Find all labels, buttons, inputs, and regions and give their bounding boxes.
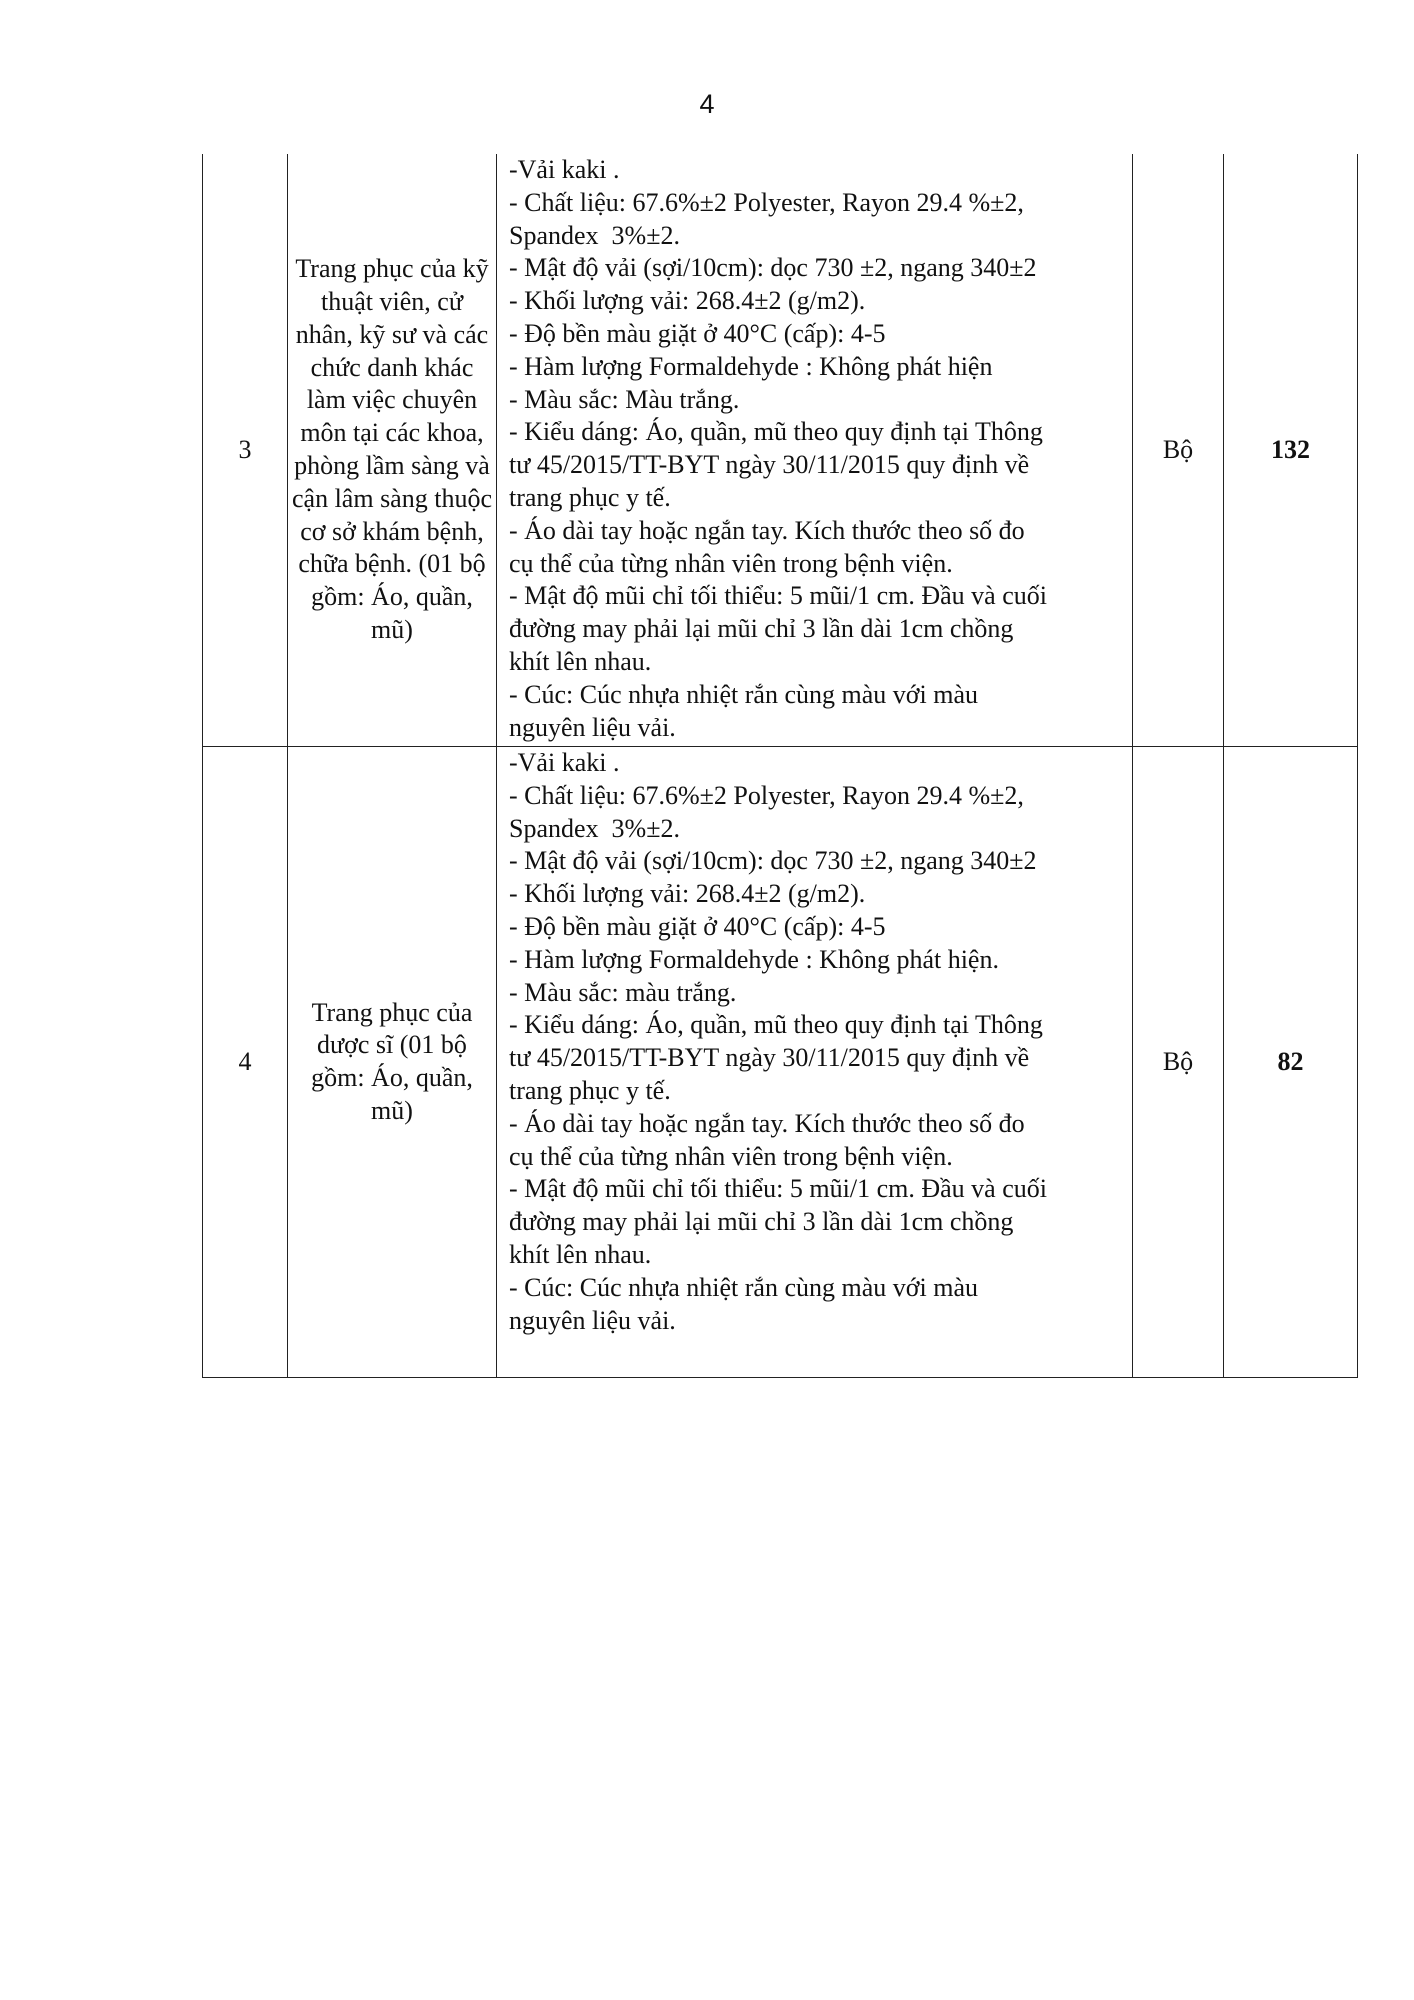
spec-line: - Chất liệu: 67.6%±2 Polyester, Rayon 29.4 %±2, [509, 780, 1024, 810]
spec-line: cụ thể của từng nhân viên trong bệnh viện. [509, 1141, 953, 1171]
spec-line: nguyên liệu vải. [509, 712, 676, 742]
table-row [203, 154, 1358, 747]
spec-line: - Mật độ mũi chỉ tối thiểu: 5 mũi/1 cm. Đầu và cuối [509, 581, 1047, 611]
item-unit: Bộ [1133, 747, 1224, 1378]
spec-line: khít lên nhau. [509, 1239, 652, 1269]
spec-line: Spandex 3%±2. [509, 220, 680, 250]
spec-line: - Hàm lượng Formaldehyde : Không phát hiện. [509, 944, 999, 974]
spec-line: -Vải kaki . [509, 748, 620, 777]
spec-line: - Độ bền màu giặt ở 40°C (cấp): 4-5 [509, 911, 886, 941]
spec-line: - Kiểu dáng: Áo, quần, mũ theo quy định tại Thông [509, 417, 1043, 447]
spec-line: - Mật độ vải (sợi/10cm): dọc 730 ±2, ngang 340±2 [509, 253, 1037, 283]
spec-line: trang phục y tế. [509, 482, 671, 512]
page-number: 4 [699, 89, 715, 119]
item-specification [497, 154, 1133, 747]
spec-line: - Mật độ mũi chỉ tối thiểu: 5 mũi/1 cm. Đầu và cuối [509, 1174, 1047, 1204]
spec-line: - Hàm lượng Formaldehyde : Không phát hiện [509, 351, 993, 381]
spec-line: đường may phải lại mũi chỉ 3 lần dài 1cm chồng [509, 1207, 1014, 1237]
spec-line: - Cúc: Cúc nhựa nhiệt rắn cùng màu với màu [509, 679, 979, 709]
spec-list [509, 154, 1124, 744]
spec-list [509, 747, 1124, 1377]
spec-line: -Vải kaki . [509, 155, 620, 184]
spec-line: - Mật độ vải (sợi/10cm): dọc 730 ±2, ngang 340±2 [509, 846, 1037, 876]
spec-line: cụ thể của từng nhân viên trong bệnh viện. [509, 548, 953, 578]
item-number: 4 [203, 747, 288, 1378]
item-quantity: 82 [1224, 747, 1358, 1378]
item-quantity: 132 [1224, 154, 1358, 747]
item-specification [497, 747, 1133, 1378]
specification-table [202, 154, 1358, 1378]
spec-line: tư 45/2015/TT-BYT ngày 30/11/2015 quy định về [509, 450, 1030, 480]
item-unit: Bộ [1133, 154, 1224, 747]
spec-line: - Áo dài tay hoặc ngắn tay. Kích thước theo số đo [509, 1108, 1025, 1138]
spec-line: nguyên liệu vải. [509, 1305, 676, 1335]
item-name: Trang phục của kỹ thuật viên, cử nhân, kỹ sư và các chức danh khác làm việc chuyên môn tại các khoa, phòng lầm sàng và cận lâm sàng thuộc cơ sở khám bệnh, chữa bệnh. (01 bộ gồm: Áo, quần, mũ) [288, 154, 497, 747]
spec-line: trang phục y tế. [509, 1075, 671, 1105]
spec-line: tư 45/2015/TT-BYT ngày 30/11/2015 quy định về [509, 1043, 1030, 1073]
item-number: 3 [203, 154, 288, 747]
spec-line: - Màu sắc: Màu trắng. [509, 384, 740, 414]
item-name: Trang phục của dược sĩ (01 bộ gồm: Áo, quần, mũ) [288, 747, 497, 1378]
spec-line: - Màu sắc: màu trắng. [509, 977, 737, 1007]
spec-line: Spandex 3%±2. [509, 813, 680, 843]
spec-line: - Áo dài tay hoặc ngắn tay. Kích thước theo số đo [509, 515, 1025, 545]
spec-line: - Kiểu dáng: Áo, quần, mũ theo quy định tại Thông [509, 1010, 1043, 1040]
spec-line: - Khối lượng vải: 268.4±2 (g/m2). [509, 879, 866, 909]
spec-line: khít lên nhau. [509, 646, 652, 676]
table-row [203, 747, 1358, 1378]
spec-line: - Độ bền màu giặt ở 40°C (cấp): 4-5 [509, 318, 886, 348]
spec-line: - Khối lượng vải: 268.4±2 (g/m2). [509, 286, 866, 316]
spec-line: - Cúc: Cúc nhựa nhiệt rắn cùng màu với màu [509, 1272, 979, 1302]
spec-line: - Chất liệu: 67.6%±2 Polyester, Rayon 29.4 %±2, [509, 187, 1024, 217]
spec-line: đường may phải lại mũi chỉ 3 lần dài 1cm chồng [509, 614, 1014, 644]
